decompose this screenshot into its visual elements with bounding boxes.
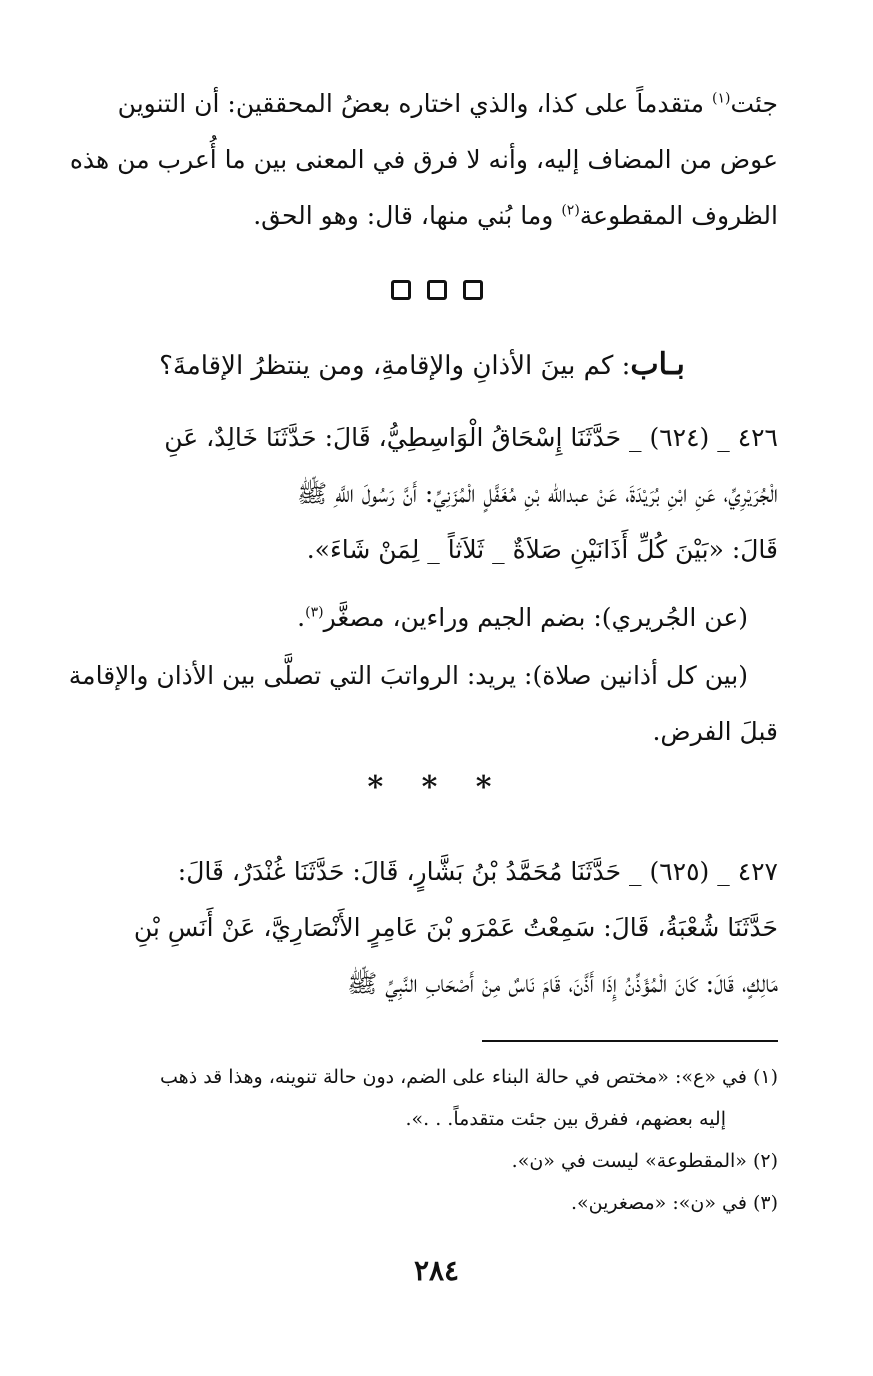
hadith-line: مَالِكٍ، قَالَ: كَانَ الْمُؤَذِّنُ إِذَا أَذَّنَ، قَامَ نَاسٌ مِنْ أَصْحَابِ النَّبِيِّ ﷺ [347, 969, 778, 998]
commentary-line [66, 590, 778, 646]
footnote-separator [482, 1040, 778, 1042]
footnote-ref: (١) [711, 90, 731, 107]
hadith-line: الْجُرَيْرِيِّ، عَنِ ابْنِ بُرَيْدَةَ، عَنْ عبدالله بْنِ مُغَفَّلٍ الْمُزَنِيِّ: أَنَّ رَسُولَ اللَّهِ ﷺ [296, 479, 778, 508]
hadith-line: حَدَّثَنَا شُعْبَةُ، قَالَ: سَمِعْتُ عَمْرَو بْنَ عَامِرٍ الأَنْصَارِيَّ، عَنْ أَنَسِ بْنِ [133, 913, 778, 942]
chapter-label: بـاب [630, 347, 685, 382]
hadith-427 [66, 844, 778, 1012]
footnotes [66, 1056, 778, 1224]
commentary-2 [66, 648, 778, 760]
chapter-heading [66, 340, 778, 391]
section-divider-stars: * * * [367, 770, 506, 805]
hadith-line: ٤٢٧ _ (٦٢٥) _ حَدَّثَنَا مُحَمَّدُ بْنُ بَشَّارٍ، قَالَ: حَدَّثَنَا غُنْدَرٌ، قَالَ: [177, 857, 778, 886]
square-ornament-icon [391, 280, 411, 300]
text-run: الظروف المقطوعة [579, 201, 778, 230]
commentary-line: قبلَ الفرض. [652, 717, 778, 746]
paragraph-line [66, 188, 778, 244]
hadith-line: قَالَ: «بَيْنَ كُلِّ أَذَانَيْنِ صَلاَةٌ _ ثَلاَثاً _ لِمَنْ شَاءَ». [306, 535, 778, 564]
paragraph-line: عوض من المضاف إليه، وأنه لا فرق في المعنى بين ما أُعرب من هذه [69, 145, 778, 174]
text-run: وما بُني منها، قال: وهو الحق. [253, 201, 562, 230]
footnote-2: (٢) «المقطوعة» ليست في «ن». [511, 1150, 778, 1172]
section-divider-squares [0, 280, 873, 304]
commentary-line: (بين كل أذانين صلاة): يريد: الرواتبَ التي تصلَّى بين الأذان والإقامة [68, 661, 748, 690]
footnote-1-continued: إليه بعضهم، ففرق بين جئت متقدماً. . .». [405, 1108, 726, 1130]
text-run: متقدماً على كذا، والذي اختاره بعضُ المحققين: أن التنوين [117, 89, 712, 118]
square-ornament-icon [427, 280, 447, 300]
hadith-426 [66, 410, 778, 578]
text-run: . [297, 603, 306, 632]
paragraph-line [66, 76, 778, 132]
footnote-3: (٣) في «ن»: «مصغرين». [570, 1192, 778, 1214]
footnote-1: (١) في «ع»: «مختص في حالة البناء على الضم، دون حالة تنوينه، وهذا قد ذهب [160, 1066, 778, 1088]
footnote-ref: (٣) [305, 604, 324, 621]
square-ornament-icon [463, 280, 483, 300]
text-run: جئت [730, 89, 778, 118]
footnote-ref: (٢) [561, 202, 580, 219]
hadith-line: ٤٢٦ _ (٦٢٤) _ حَدَّثَنَا إِسْحَاقُ الْوَاسِطِيُّ، قَالَ: حَدَّثَنَا خَالِدٌ، عَنِ [164, 423, 778, 452]
page-number: ٢٨٤ [413, 1254, 460, 1287]
top-paragraph [66, 76, 778, 244]
text-run: (عن الجُريري): بضم الجيم وراءين، مصغَّر [323, 603, 748, 632]
chapter-title: : كم بينَ الأذانِ والإقامةِ، ومن ينتظرُ الإقامةَ؟ [159, 351, 631, 381]
commentary-1 [66, 590, 778, 646]
